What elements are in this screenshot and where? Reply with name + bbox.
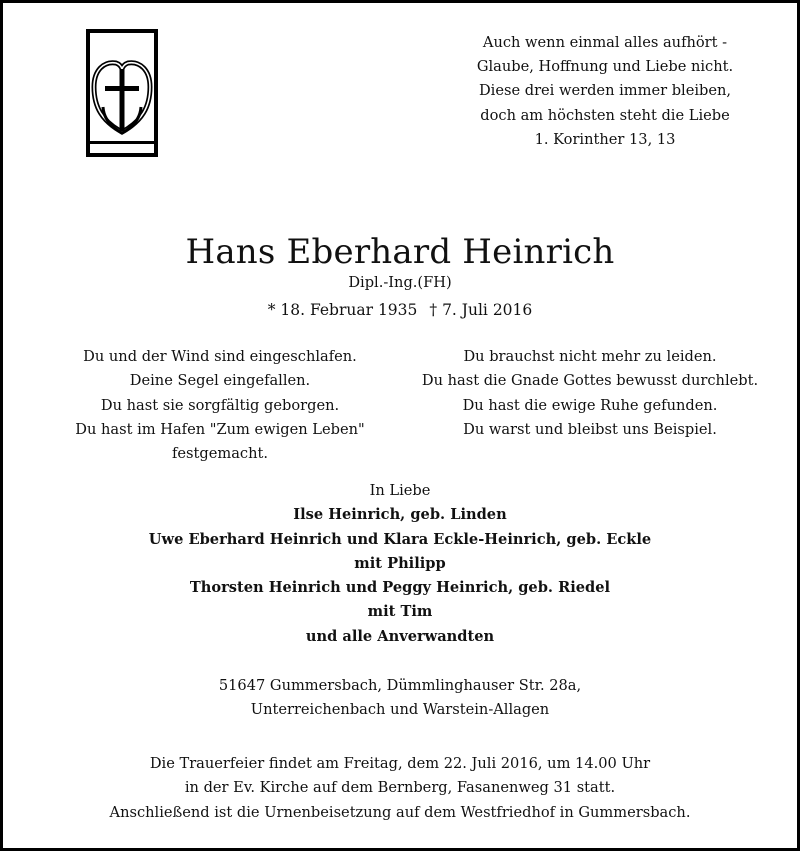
poem-right	[400, 345, 780, 442]
address	[0, 674, 800, 723]
poem-line: Du und der Wind sind eingeschlafen.	[83, 348, 357, 365]
funeral-info	[0, 752, 800, 825]
deceased-name: Hans Eberhard Heinrich	[185, 232, 615, 272]
family-member: mit Tim	[367, 603, 433, 621]
funeral-line: Anschließend ist die Urnenbeisetzung auf dem Westfriedhof in Gummersbach.	[109, 803, 691, 821]
poem-line: Du brauchst nicht mehr zu leiden.	[463, 348, 717, 365]
poem-line: Du warst und bleibst uns Beispiel.	[463, 420, 717, 438]
heart-cross-anchor-icon	[86, 29, 158, 157]
deceased-title: Dipl.-Ing.(FH)	[348, 274, 452, 291]
family-member: Uwe Eberhard Heinrich und Klara Eckle-Heinrich, geb. Eckle	[148, 530, 652, 548]
bible-verse	[455, 31, 755, 152]
death-date: † 7. Juli 2016	[429, 301, 533, 319]
family-member: Ilse Heinrich, geb. Linden	[293, 506, 507, 524]
family-member: und alle Anverwandten	[305, 627, 495, 645]
verse-line: doch am höchsten steht die Liebe	[480, 106, 730, 124]
funeral-line: Die Trauerfeier findet am Freitag, dem 22. Juli 2016, um 14.00 Uhr	[149, 755, 651, 772]
address-line: 51647 Gummersbach, Dümmlinghauser Str. 28a,	[218, 677, 582, 694]
verse-line: Diese drei werden immer bleiben,	[478, 82, 732, 100]
address-line: Unterreichenbach und Warstein-Allagen	[250, 701, 550, 719]
verse-line: Auch wenn einmal alles aufhört -	[482, 34, 728, 51]
funeral-line: in der Ev. Kirche auf dem Bernberg, Fasanenweg 31 statt.	[184, 779, 616, 797]
family-member: Thorsten Heinrich und Peggy Heinrich, geb. Riedel	[189, 579, 611, 597]
verse-reference: 1. Korinther 13, 13	[534, 130, 676, 148]
poem-line: Deine Segel eingefallen.	[129, 372, 311, 390]
poem-left	[30, 345, 410, 466]
family-signatures	[0, 479, 800, 649]
family-intro: In Liebe	[369, 482, 431, 499]
verse-line: Glaube, Hoffnung und Liebe nicht.	[476, 58, 734, 76]
birth-date: * 18. Februar 1935	[267, 301, 418, 319]
poem-line: Du hast sie sorgfältig geborgen.	[100, 396, 340, 414]
poem-line: Du hast die Gnade Gottes bewusst durchlebt.	[421, 372, 759, 390]
poem-line: Du hast die ewige Ruhe gefunden.	[462, 396, 718, 414]
poem-line: Du hast im Hafen "Zum ewigen Leben" festgemacht.	[75, 420, 365, 463]
life-dates	[0, 298, 800, 322]
family-member: mit Philipp	[354, 554, 446, 572]
